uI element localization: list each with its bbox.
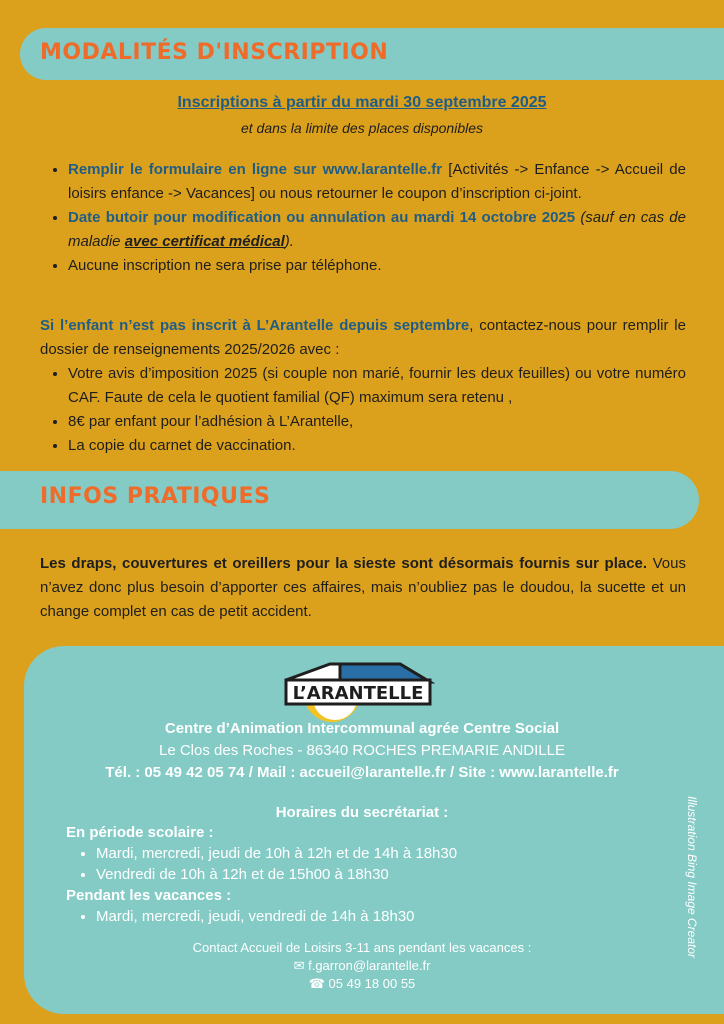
registration-date: Inscriptions à partir du mardi 30 septembre 2025	[177, 94, 547, 111]
org-contact-line: Tél. : 05 49 42 05 74 / Mail : accueil@larantelle.fr / Site : www.larantelle.fr	[105, 764, 619, 781]
online-form-text: Remplir le formulaire en ligne sur www.larantelle.fr	[68, 161, 443, 178]
accueil-contact-line: Contact Accueil de Loisirs 3-11 ans pendant les vacances :	[192, 940, 532, 955]
list-item: • Aucune inscription ne sera prise par téléphone.	[68, 254, 686, 278]
paragraph-text: , contactez-nous pour remplir le dossier de renseignements 2025/2026 avec :	[40, 317, 686, 358]
list-item-text: ).	[284, 233, 294, 250]
illustration-credit	[682, 780, 702, 980]
list-item: • Vendredi de 10h à 12h et de 15h00 à 18h30	[96, 864, 626, 885]
org-address: Le Clos des Roches - 86340 ROCHES PREMARIE ANDILLE	[158, 742, 565, 759]
credit-text: Illustration Bing Image Creator	[685, 795, 699, 959]
opening-hours	[66, 822, 626, 927]
infos-bold-text: Les draps, couvertures et oreillers pour la sieste sont désormais fournis sur place.	[40, 555, 648, 572]
logo-text: L’ARANTELLE	[292, 683, 424, 704]
phone-icon: ☎	[308, 976, 329, 991]
not-registered-text: Si l’enfant n’est pas inscrit à L’Arantelle depuis septembre	[40, 317, 470, 334]
infos-text: Vous n’avez donc plus besoin d’apporter ces affaires, mais n’oubliez pas le doudou, la sucette et un change complet en cas de petit accident.	[40, 555, 686, 620]
list-item: • Mardi, mercredi, jeudi de 10h à 12h et de 14h à 18h30	[96, 843, 626, 864]
deadline-text: Date butoir pour modification ou annulation au mardi 14 octobre 2025	[68, 209, 576, 226]
section-title-inscription: MODALITÉS D'INSCRIPTION	[40, 40, 389, 65]
larantelle-logo	[280, 652, 446, 722]
required-documents-list	[40, 362, 686, 458]
list-item	[68, 206, 686, 254]
medical-certificate-text: avec certificat médical	[124, 233, 285, 250]
list-item: • 8€ par enfant pour l’adhésion à L’Arantelle,	[68, 410, 686, 434]
accueil-phone-text: 05 49 18 00 55	[328, 976, 416, 991]
list-item-text: (sauf en cas de maladie	[68, 209, 686, 250]
list-item-text: [Activités -> Enfance -> Accueil de loisirs enfance -> Vacances] ou nous retourner le coupon d’inscription ci-joint.	[68, 161, 686, 202]
list-item: • Mardi, mercredi, jeudi, vendredi de 14h à 18h30	[96, 906, 626, 927]
accueil-email	[0, 958, 724, 974]
new-member-paragraph	[40, 314, 686, 458]
list-item	[68, 158, 686, 206]
school-period-label: En période scolaire :	[66, 824, 214, 841]
list-item: • La copie du carnet de vaccination.	[68, 434, 686, 458]
infos-paragraph	[40, 552, 686, 624]
holiday-period-label: Pendant les vacances :	[66, 887, 232, 904]
accueil-email-text: f.garron@larantelle.fr	[308, 958, 431, 973]
envelope-icon: ✉	[293, 958, 309, 973]
list-item: • Votre avis d’imposition 2025 (si couple non marié, fournir les deux feuilles) ou votre numéro CAF. Faute de cela le quotient familial (QF) maximum sera retenu ,	[68, 362, 686, 410]
org-name: Centre d’Animation Intercommunal agrée Centre Social	[164, 720, 560, 737]
registration-steps-list	[40, 158, 686, 278]
accueil-phone	[0, 976, 724, 992]
section-title-infos: INFOS PRATIQUES	[40, 484, 271, 509]
hours-title: Horaires du secrétariat :	[275, 804, 449, 821]
registration-limit: et dans la limite des places disponibles	[240, 120, 484, 136]
